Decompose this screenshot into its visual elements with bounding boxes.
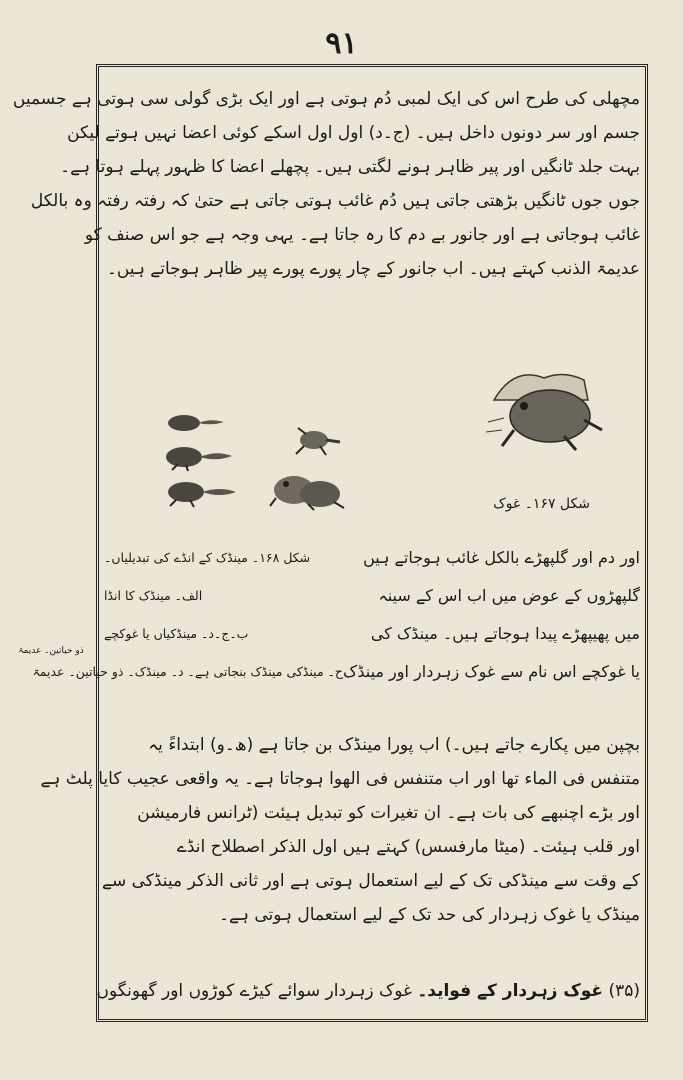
body-text: گلپھڑوں کے عوض میں اب اس کے سینہ	[378, 585, 640, 605]
body-text: اور دم اور گلپھڑے بالکل غائب ہوجاتے ہیں	[363, 547, 640, 567]
legend-text: ح۔ مینڈکی مینڈک بنجاتی ہے۔ د۔ مینڈک۔ ذو حیاتین۔ عدیمۃ	[32, 663, 344, 679]
section-heading-line	[96, 980, 640, 1001]
text-line: اور قلب ہیئت۔ (میٹا مارفسس) کہتے ہیں اول الذکر اصطلاح انڈے	[176, 837, 640, 857]
body-text: یا غوکچے اس نام سے غوک زہردار اور مینڈک	[343, 661, 640, 681]
text-line: مچھلی کی طرح اس کی ایک لمبی دُم ہوتی ہے اور ایک بڑی گولی سی ہوتی ہے جسمیں	[12, 89, 640, 109]
tadpole-illustration	[164, 478, 238, 508]
paragraph-2	[40, 728, 640, 932]
young-frog-illustration	[292, 424, 342, 458]
frog-pair-illustration	[268, 464, 348, 512]
toad-illustration	[484, 360, 608, 456]
body-text: میں پھیپھڑے پیدا ہوجاتے ہیں۔ مینڈک کی	[370, 623, 640, 643]
figure-legend-section	[32, 538, 640, 690]
text-line: غائب ہوجاتی ہے اور جانور بے دم کا رہ جاتا ہے۔ یہی وجہ ہے جو اس صنف کو	[84, 225, 640, 245]
section-text: غوک زہردار سوائے کیڑے کوڑوں اور گھونگوں	[96, 981, 412, 1001]
section-title: غوک زہردار کے فواید۔	[417, 981, 604, 1001]
text-line: کے وقت سے مینڈکی تک کے لیے استعمال ہوتی ہے اور ثانی الذکر مینڈکی سے	[102, 871, 640, 891]
figure-caption: شکل ۱۶۷۔ غوک	[493, 496, 590, 512]
text-line: عدیمۃ الذنب کہتے ہیں۔ اب جانور کے چار پورے پورے پیر ظاہر ہوجاتے ہیں۔	[106, 259, 640, 279]
margin-note: ذو حیاتین۔ عدیمۃ	[18, 646, 84, 656]
legend-text: شکل ۱۶۸۔ مینڈک کے انڈے کی تبدیلیاں۔	[104, 549, 311, 565]
text-line: مینڈک یا غوک زہردار کی حد تک کے لیے استعمال ہوتی ہے۔	[219, 905, 640, 925]
text-row	[32, 652, 640, 690]
tadpole-illustration	[164, 444, 234, 472]
text-row	[104, 614, 640, 652]
text-row	[104, 538, 640, 576]
text-line: اور بڑے اچنبھے کی بات ہے۔ ان تغیرات کو تبدیل ہیئت (ٹرانس فارمیشن	[137, 803, 640, 823]
page-number: ۹۱	[325, 26, 358, 61]
legend-text: الف۔ مینڈک کا انڈا	[104, 587, 203, 603]
paragraph-1	[12, 82, 640, 286]
tadpole-illustration	[166, 412, 226, 434]
text-line: بچپن میں پکارے جاتے ہیں۔) اب پورا مینڈک بن جاتا ہے (ھ۔و) ابتداءً یہ	[148, 735, 640, 755]
text-line: جسم اور سر دونوں داخل ہیں۔ (ج۔د) اول اول اسکے کوئی اعضا نہیں ہوتے لیکن	[67, 123, 640, 143]
section-number: (۳۵)	[608, 981, 640, 1001]
text-row	[104, 576, 640, 614]
legend-text: ب۔ج۔د۔ مینڈکیاں یا غوکچے	[104, 625, 249, 641]
text-line: متنفس فی الماء تھا اور اب متنفس فی الھوا ہوجاتا ہے۔ یہ واقعی عجیب کایا پلٹ ہے	[40, 769, 640, 789]
text-line: جوں جوں ٹانگیں بڑھتی جاتی ہیں دُم غائب ہوتی جاتی ہے حتیٰ کہ رفتہ رفتہ وہ بالکل	[30, 191, 640, 211]
text-line: بہت جلد ٹانگیں اور پیر ظاہر ہونے لگتی ہیں۔ پچھلے اعضا کا ظہور پہلے ہوتا ہے۔	[60, 157, 640, 177]
